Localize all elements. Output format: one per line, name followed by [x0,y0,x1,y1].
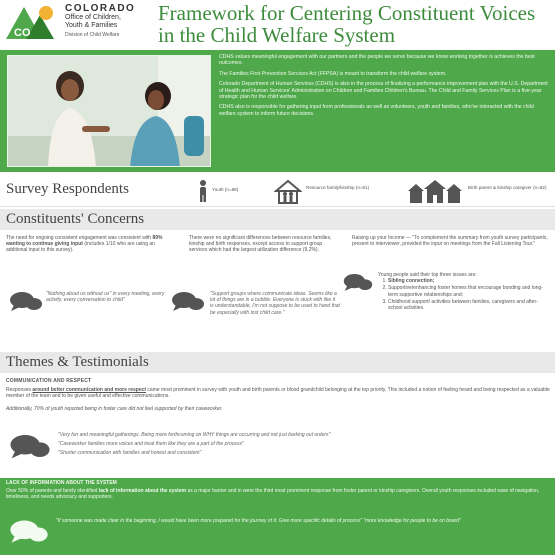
themes-quote: "Caseworker families more voices and treat them like they are a part of the process" [58,441,244,448]
hero-photo [7,55,211,167]
themes-text [6,387,551,399]
concerns-col1-bold: 89% wanting to continue giving input [6,235,163,248]
respondent-youth-label: Youth (n=88) [212,187,239,192]
concerns-col1-text [6,235,171,254]
header [0,0,555,46]
youth-person-icon [197,180,209,202]
org-line-2: Youth & Families [65,22,118,29]
logo-letters: CO [14,27,31,39]
themes-subheading: COMMUNICATION AND RESPECT [6,378,92,384]
concerns-title: Constituents' Concerns [6,211,145,227]
people-illustration-icon [8,56,211,167]
footer-text-bold: lack of information about the system [98,488,187,494]
family-house-icon [274,179,302,204]
concerns-section-bar [0,209,555,230]
speech-bubble-icon [342,272,374,292]
respondent-birth-parent-label: Birth parent & kinship caregiver (n=82) [468,185,547,190]
footer-text [6,488,551,500]
themes-additionally: Additionally, 70% of youth reported being in foster care did not feel supported by their caseworker. [6,406,223,412]
colorado-logo-icon [4,3,62,41]
survey-respondents [0,176,555,207]
hero-paragraph: CDHS values meaningful engagement with our partners and the people we serve because we know working together is achieves the best outcomes. [219,54,535,67]
speech-bubble-icon [170,290,206,312]
footer-quote: "If someone was made clear in the beginning, I would have been more prepared for the journey of it. Give more specific details of process" "more knowledge for people to be on board" [56,518,461,524]
hero-paragraph: CDHS also is responsible for gathering input from professionals as well as volunteers, youth and families, who've interacted with the child welfare system to inform future decisions. [219,104,534,117]
themes-title: Themes & Testimonials [6,354,149,370]
issue-item: 3. Childhood support/ activities between families, caregivers and after-school activities. [388,299,550,311]
themes-quote: "Shorter communication with families and honest and consistent" [58,450,202,457]
themes-text-pre: Responses [6,387,33,393]
concerns-col2-text: There were no significant differences between resource families, kinship and birth responses, except access to support group services which had the largest utilization difference (9.2%). [189,235,332,254]
concerns-col1-post: (includes 1/10 who are using an additional input to this survey). [6,241,155,254]
speech-bubble-white-icon [8,516,50,546]
top-issues-list [378,272,550,312]
issue-item: 2. Supportive/enhancing foster homes that encourage bonding and long-term supportive relationships and; [388,285,550,297]
hero-paragraph: The Families First Prevention Services Act (FFPSA) is meant to transform the child welfare system. [219,70,447,77]
issue-item: 1. Sibling connection; [388,278,550,284]
concerns-col1-quote: "Nothing about us without us" in every meeting, every activity, every conversation to child" [46,291,165,304]
houses-icon [407,179,463,204]
org-division: Division of Child Welfare [65,32,120,38]
themes-section-bar [0,352,555,373]
concerns-col3-text: Raising up your Income — "To complement the summary from youth survey participants, present to interviewer, provided the input on meetings from the Fall Listening Tour." [352,235,548,248]
org-line-1: Office of Children, [65,14,121,21]
org-block [65,3,155,38]
concerns-col2-quote: "Support groups where communicate ideas. Seems like a lot of things are in a bubble. Everyone is stuck with like it is understandable, I'm not suppose to be used to hand that be especially with lost child care." [210,291,340,316]
page-title: Framework for Centering Constituent Voices in the Child Welfare System [158,1,536,47]
survey-title: Survey Respondents [6,181,129,197]
speech-bubble-icon [8,431,52,461]
footer-text-post: as a major barrier and in were the third most prominent response from foster parent or kinship caregivers. Overall youth responses included ease of navigation, timeliness, and needs advocacy and supporters. [6,488,540,501]
top-issues-lead: Young people said their top three issues are: [378,272,477,278]
org-name: COLORADO [65,3,136,14]
hero-text [219,54,549,121]
speech-bubble-icon [8,290,44,312]
concerns-col1-pre: The need for ongoing consistent engagement was consistent with [6,235,153,241]
themes-quotes [58,432,548,457]
themes-text-post: came most prominent in survey with youth and birth parents or blood grandchild belonging at the top priority. This included a notion of feeling heard and being respected as a valuable member of the team and to be given useful and effective communications. [6,387,550,400]
footer-subheading: LACK OF INFORMATION ABOUT THE SYSTEM [6,480,117,486]
themes-text-bold: around better communication and more respect [32,387,147,393]
footer-lack-of-information [0,478,555,555]
footer-text-pre: Over 50% of parents and family identified [6,488,99,494]
themes-quote: "Very fun and meaningful gatherings. Being more forthcoming on WHY things are occurring and not just barking out orders" [58,432,331,438]
respondent-resource-label: Resource family/kinship (n=81) [306,185,370,190]
hero-paragraph: Colorado Department of Human Services (CDHS) is also in the process of finalizing a performance improvement plan with the U.S. Department of Health and Human Services' Administration on Children and Families Children's Bureau. The Child and Family Services Plan is a five-year strategic plan for the child welfare. [219,81,548,101]
